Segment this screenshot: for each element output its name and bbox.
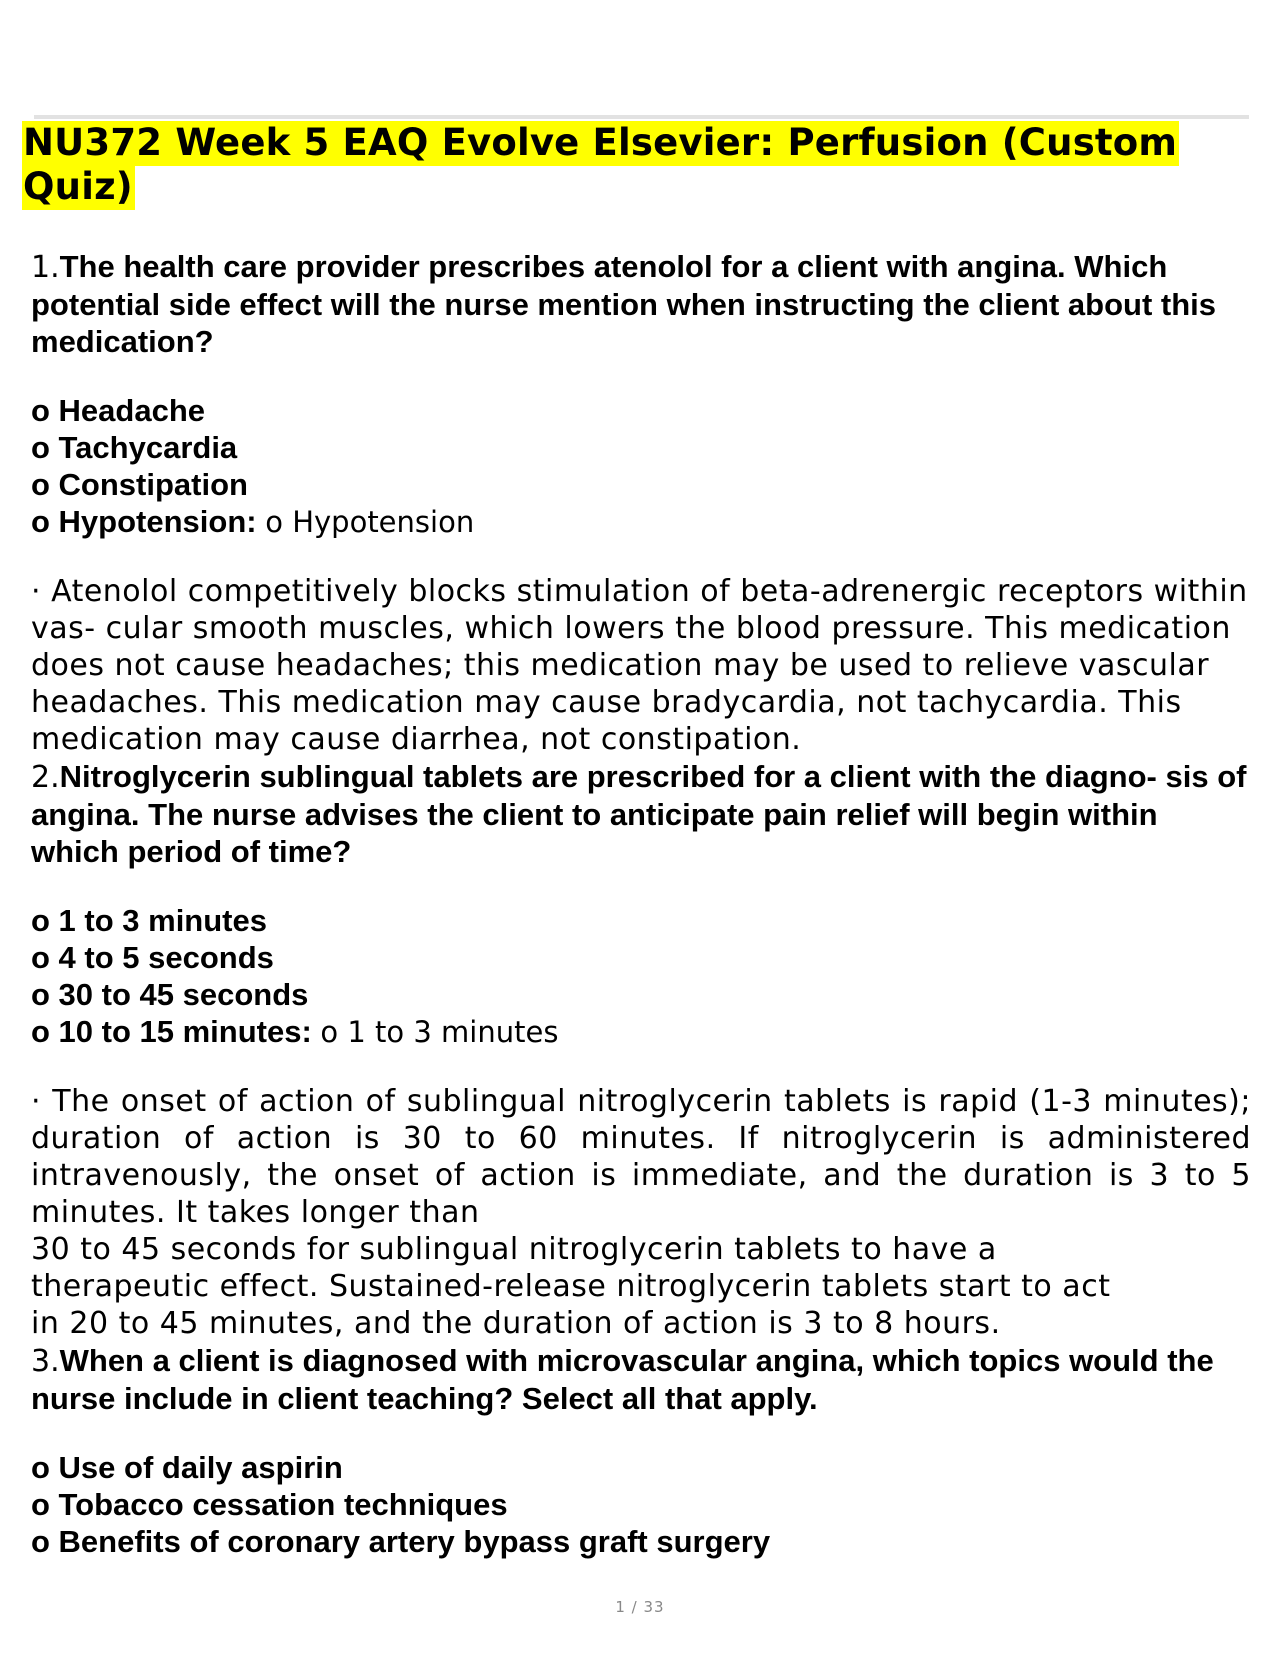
question-2-rationale-part-2: 30 to 45 seconds for sublingual nitroglycerin tablets to have a [31,1232,997,1267]
question-3-option-c: o Benefits of coronary artery bypass graft surgery [31,1524,771,1559]
question-3-number: 3. [31,1344,60,1379]
question-1-rationale: · Atenolol competitively blocks stimulation of beta-adrenergic receptors within vas- cular smooth muscles, which lowers the blood pressure. This medication does not cause headaches; this medication may be used to relieve vascular headaches. This medication may cause bradycardia, not tachycardia. This medication may cause diarrhea, not constipation. [31,574,1248,757]
question-2-text: Nitroglycerin sublingual tablets are prescribed for a client with the diagno- sis of angina. The nurse advises the client to anticipate pain relief will begin within which period of time? [31,759,1247,869]
quiz-content [31,248,1251,1560]
top-divider [34,115,1249,119]
question-1-text: The health care provider prescribes atenolol for a client with angina. Which potential side effect will the nurse mention when instructing the client about this medication? [31,249,1216,359]
question-1-option-a: o Headache [31,393,206,428]
question-2-option-d-label: o 10 to 15 minutes: [31,1014,312,1049]
question-1-options [31,392,1251,541]
question-1-option-d [31,503,1251,541]
question-1 [31,248,1251,758]
question-2 [31,758,1251,1342]
question-1-number: 1. [31,250,60,285]
question-2-rationale-part-1: · The onset of action of sublingual nitroglycerin tablets is rapid (1-3 minutes); duration of action is 30 to 60 minutes. If nitroglycerin is administered intravenously, the onset of action is immediate, and the duration is 3 to 5 minutes. It takes longer than [31,1084,1251,1230]
question-1-option-b: o Tachycardia [31,430,238,465]
question-1-answer: o Hypotension [265,505,475,539]
page-indicator: 1 / 33 [615,1598,665,1616]
question-3-prompt [31,1342,1251,1417]
question-2-number: 2. [31,760,60,795]
question-2-option-a: o 1 to 3 minutes [31,903,267,938]
question-2-prompt [31,758,1251,870]
question-2-options [31,902,1251,1051]
question-1-prompt [31,248,1251,360]
document-title-highlight: NU372 Week 5 EAQ Evolve Elsevier: Perfusion (Custom Quiz) [23,121,1178,208]
question-2-option-b: o 4 to 5 seconds [31,940,274,975]
question-2-answer: o 1 to 3 minutes [320,1015,559,1049]
question-2-rationale-part-4: in 20 to 45 minutes, and the duration of action is 3 to 8 hours. [31,1306,1001,1341]
question-3-option-a: o Use of daily aspirin [31,1450,343,1485]
question-3-text: When a client is diagnosed with microvascular angina, which topics would the nurse include in client teaching? Select all that apply. [31,1343,1214,1416]
question-3-options [31,1449,1251,1560]
question-2-rationale-part-3: therapeutic effect. Sustained-release nitroglycerin tablets start to act [31,1269,1111,1304]
question-3-option-b: o Tobacco cessation techniques [31,1487,508,1522]
question-3 [31,1342,1251,1560]
question-1-option-c: o Constipation [31,467,248,502]
question-2-option-c: o 30 to 45 seconds [31,977,309,1012]
question-2-option-d [31,1013,1251,1051]
document-title [22,121,1242,209]
question-1-option-d-label: o Hypotension: [31,504,257,539]
